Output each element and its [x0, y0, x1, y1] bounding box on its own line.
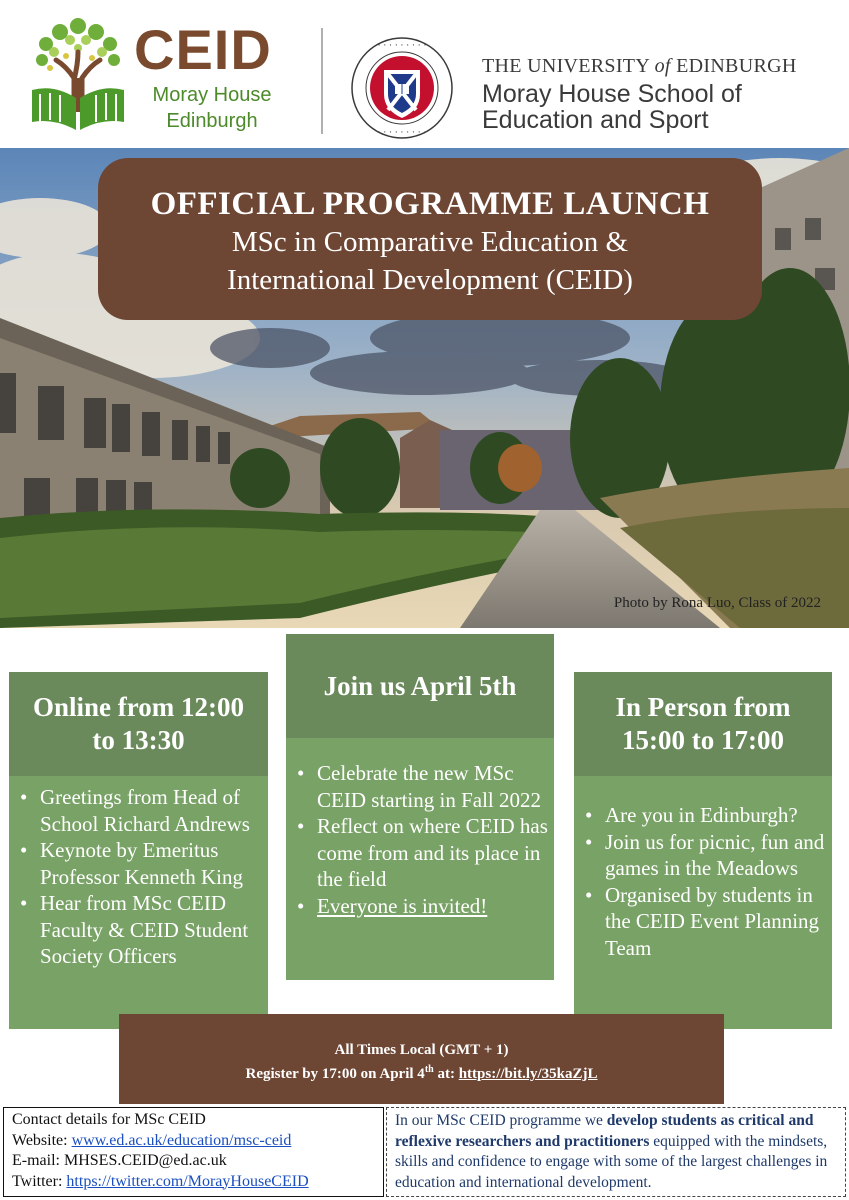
header-divider: [321, 28, 323, 134]
registration-deadline: Register by 17:00 on April 4th at: https://bit.ly/35kaZjL: [245, 1064, 598, 1082]
school-name-line1: Moray House School of: [482, 80, 742, 108]
online-session-column: [9, 672, 268, 1029]
programme-description: In our MSc CEID programme we develop students as critical and reflexive researchers and practitioners equipped with the mindsets, skills and confidence to engage with some of the largest challenges in education and international development.: [386, 1107, 846, 1197]
in-person-list: [574, 776, 832, 961]
contact-details-box: Contact details for MSc CEID Website: www.ed.ac.uk/education/msc-ceid E-mail: MHSES.CEID@ed.ac.uk Twitter: https://twitter.com/MorayHouseCEID: [3, 1107, 384, 1197]
contact-heading: Contact details for MSc CEID: [12, 1111, 206, 1128]
twitter-link[interactable]: https://twitter.com/MorayHouseCEID: [66, 1172, 309, 1190]
list-item: • Keynote by Emeritus Professor Kenneth King: [12, 837, 262, 890]
svg-text:· · · · · · · · ·: · · · · · · · · ·: [377, 41, 427, 51]
registration-banner: [119, 1014, 724, 1104]
photo-credit: Photo by Rona Luo, Class of 2022: [613, 595, 821, 611]
in-person-column: [574, 672, 832, 1029]
list-item: • Hear from MSc CEID Faculty & CEID Student Society Officers: [12, 890, 262, 970]
join-us-column: [286, 634, 554, 980]
email-address: MHSES.CEID@ed.ac.uk: [63, 1152, 227, 1169]
programme-name-line1: MSc in Comparative Education &: [231, 226, 629, 258]
ceid-tree-book-logo-icon: [26, 18, 130, 136]
in-person-heading: In Person from 15:00 to 17:00: [574, 672, 832, 776]
list-item: • Reflect on where CEID has come from and its place in the field: [289, 813, 548, 893]
list-item: • Everyone is invited!: [289, 893, 548, 920]
university-crest-icon: [350, 36, 454, 140]
school-name-line2: Education and Sport: [482, 106, 709, 134]
join-us-heading: Join us April 5th: [286, 634, 554, 738]
join-us-list: [286, 738, 554, 919]
ceid-logo-line1: Moray House: [152, 84, 272, 106]
programme-name-line2: International Development (CEID): [227, 264, 633, 296]
svg-text:· · · · · · · · ·: · · · · · · · · ·: [377, 128, 427, 138]
list-item: • Organised by students in the CEID Event Planning Team: [577, 882, 826, 962]
ceid-logo-line2: Edinburgh: [166, 110, 258, 132]
title-box: [98, 158, 762, 320]
ceid-wordmark: CEID: [134, 18, 272, 81]
university-name: THE UNIVERSITY of EDINBURGH: [482, 55, 797, 77]
header: [0, 0, 849, 148]
page-title: OFFICIAL PROGRAMME LAUNCH: [150, 186, 710, 222]
list-item: • Are you in Edinburgh?: [577, 802, 826, 829]
registration-link[interactable]: https://bit.ly/35kaZjL: [458, 1066, 598, 1082]
website-link[interactable]: www.ed.ac.uk/education/msc-ceid: [71, 1131, 292, 1149]
online-session-heading: Online from 12:00 to 13:30: [9, 672, 268, 776]
online-session-list: [9, 776, 268, 970]
list-item: • Celebrate the new MSc CEID starting in Fall 2022: [289, 760, 548, 813]
list-item: • Greetings from Head of School Richard Andrews: [12, 784, 262, 837]
list-item: • Join us for picnic, fun and games in the Meadows: [577, 829, 826, 882]
time-zone-note: All Times Local (GMT + 1): [334, 1042, 509, 1058]
